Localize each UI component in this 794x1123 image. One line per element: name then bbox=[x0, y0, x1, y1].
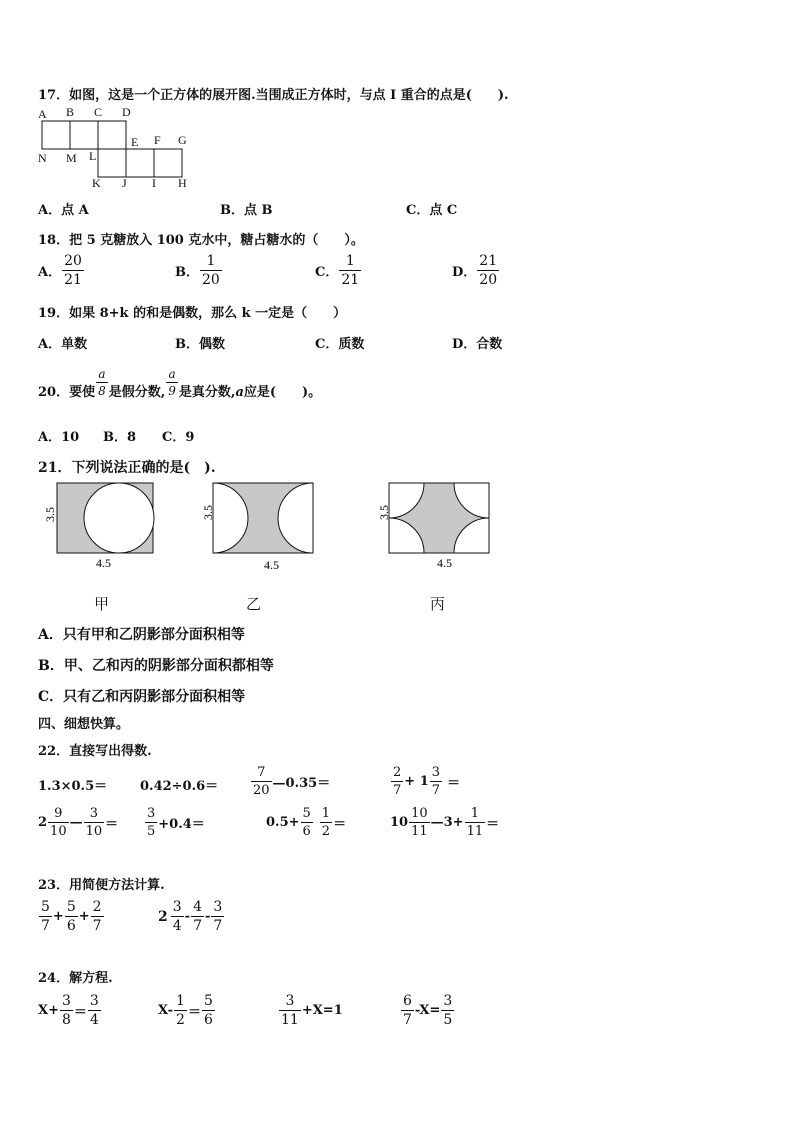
label-F: F bbox=[154, 133, 161, 147]
frac-num: 3 bbox=[89, 806, 98, 821]
width-label: 4.5 bbox=[96, 556, 111, 570]
frac-den: 4 bbox=[172, 918, 182, 934]
frac-num: 1 bbox=[345, 253, 355, 269]
frac-den: 11 bbox=[411, 824, 428, 839]
frac-num: 1 bbox=[321, 806, 331, 821]
frac-den: 11 bbox=[281, 1012, 299, 1028]
frac-num: 3 bbox=[147, 806, 156, 821]
frac-num: 2 bbox=[393, 765, 402, 780]
q17-text: 17．如图，这是一个正方体的展开图.当围成正方体时，与点 I 重合的点是( ). bbox=[38, 88, 509, 103]
figure-name-jia: 甲 bbox=[94, 595, 110, 613]
label-M: M bbox=[66, 151, 77, 165]
frac-num: a bbox=[168, 367, 176, 381]
mixed-whole: 10 bbox=[390, 815, 409, 830]
q23-text: 23．用简便方法计算. bbox=[38, 878, 165, 893]
expr-op: + bbox=[78, 909, 90, 924]
label-I: I bbox=[152, 176, 156, 190]
frac-den: 11 bbox=[466, 824, 484, 839]
frac-num: 5 bbox=[302, 806, 311, 821]
q20-text bbox=[38, 368, 321, 402]
label-B: B bbox=[66, 105, 75, 119]
frac-num: 1 bbox=[206, 253, 216, 269]
frac-num: 1 bbox=[470, 806, 479, 821]
option-prefix: A． bbox=[38, 265, 62, 280]
q19-option-d[interactable]: D．合数 bbox=[452, 337, 503, 352]
eq-sign: ＝ bbox=[73, 1005, 87, 1020]
option-prefix: B． bbox=[175, 265, 199, 280]
q24-equation-3 bbox=[278, 994, 343, 1027]
q19-text: 19．如果 8+k 的和是偶数，那么 k 一定是（ ） bbox=[38, 306, 347, 321]
q22-expr-3 bbox=[250, 766, 330, 797]
expr-op: + 1 bbox=[404, 774, 429, 789]
frac-den: 6 bbox=[66, 918, 76, 934]
q20-variable: a bbox=[235, 385, 244, 400]
expr-op: + bbox=[52, 909, 64, 924]
label-H: H bbox=[178, 176, 187, 190]
q20-tail-end: 应是( )。 bbox=[243, 385, 322, 400]
q20-option-a[interactable]: A．10 bbox=[38, 430, 80, 445]
frac-den: 7 bbox=[92, 918, 102, 934]
frac-num: 3 bbox=[172, 899, 182, 915]
label-C: C bbox=[94, 105, 103, 119]
figure-jia bbox=[38, 478, 158, 570]
frac-den: 4 bbox=[89, 1012, 99, 1028]
q20-tail: 是真分数, bbox=[178, 385, 236, 400]
label-N: N bbox=[38, 151, 47, 165]
frac-den: 21 bbox=[341, 272, 360, 288]
mixed-whole: 2 bbox=[38, 815, 48, 830]
frac-den: 7 bbox=[41, 918, 50, 934]
figure-name-bing: 丙 bbox=[430, 595, 446, 613]
frac-den: 20 bbox=[202, 272, 220, 288]
frac-den: 10 bbox=[85, 824, 103, 839]
frac-num: 3 bbox=[61, 993, 71, 1009]
mixed-whole: 2 bbox=[158, 908, 168, 925]
expr-tail: ＝ bbox=[105, 817, 119, 832]
q21-option-b[interactable]: B．甲、乙和丙的阴影部分面积都相等 bbox=[38, 658, 274, 674]
expr-op: — bbox=[69, 815, 83, 830]
frac-num: 3 bbox=[431, 765, 441, 780]
expr-op: - bbox=[184, 909, 191, 924]
q20-option-b[interactable]: B．8 bbox=[103, 430, 137, 445]
frac-num: 5 bbox=[41, 899, 50, 915]
q22-expr-7 bbox=[266, 807, 346, 838]
frac-num: 3 bbox=[89, 993, 99, 1009]
frac-den: 7 bbox=[393, 783, 402, 798]
expr-op: —3+ bbox=[430, 815, 464, 830]
frac-num: 5 bbox=[66, 899, 76, 915]
q20-lead: 20．要使 bbox=[38, 385, 96, 400]
q22-expr-6 bbox=[144, 807, 205, 838]
q21-text: 21．下列说法正确的是( ). bbox=[38, 460, 216, 476]
q18-option-c[interactable] bbox=[315, 254, 362, 287]
frac-den: 7 bbox=[403, 1012, 412, 1028]
label-D: D bbox=[122, 105, 131, 119]
frac-num: 3 bbox=[213, 899, 223, 915]
expr-tail: +0.4＝ bbox=[158, 817, 205, 832]
q23-expr-2 bbox=[158, 900, 225, 933]
q19-option-c[interactable]: C．质数 bbox=[315, 337, 365, 352]
q18-option-a[interactable] bbox=[38, 254, 85, 287]
label-E: E bbox=[131, 135, 139, 149]
eq-lead: X- bbox=[158, 1003, 174, 1018]
q24-equation-2 bbox=[158, 994, 216, 1027]
expr-tail: ＝ bbox=[447, 776, 461, 791]
expr-tail: —0.35＝ bbox=[272, 776, 331, 791]
eq-lead: X+ bbox=[38, 1003, 59, 1018]
q22-expr-5 bbox=[38, 807, 118, 838]
width-label: 4.5 bbox=[437, 556, 452, 570]
frac-den: 21 bbox=[64, 272, 82, 288]
q18-option-d[interactable] bbox=[452, 254, 500, 287]
frac-num: 3 bbox=[285, 993, 295, 1009]
figure-name-yi: 乙 bbox=[246, 595, 262, 613]
section-4-heading: 四、细想快算。 bbox=[38, 717, 130, 732]
frac-den: 5 bbox=[147, 824, 156, 839]
frac-den: 6 bbox=[302, 824, 311, 839]
frac-num: a bbox=[98, 367, 106, 381]
q21-option-a[interactable]: A．只有甲和乙阴影部分面积相等 bbox=[38, 627, 245, 643]
height-label: 3.5 bbox=[43, 507, 57, 522]
q22-expr-1: 1.3×0.5＝ bbox=[38, 779, 108, 794]
frac-num: 20 bbox=[64, 253, 82, 269]
width-label: 4.5 bbox=[264, 558, 279, 572]
label-J: J bbox=[122, 176, 127, 190]
frac-num: 7 bbox=[257, 765, 266, 780]
q24-text: 24．解方程. bbox=[38, 971, 113, 986]
frac-den: 5 bbox=[443, 1012, 453, 1028]
frac-den: 8 bbox=[61, 1012, 71, 1028]
frac-den: 8 bbox=[98, 384, 106, 398]
label-L: L bbox=[89, 149, 97, 163]
q18-text: 18．把 5 克糖放入 100 克水中，糖占糖水的（ ）。 bbox=[38, 233, 364, 248]
frac-den: 20 bbox=[253, 783, 270, 798]
q22-expr-4 bbox=[390, 766, 460, 797]
q20-mid: 是假分数, bbox=[108, 385, 166, 400]
eq-tail: +X=1 bbox=[301, 1003, 343, 1018]
q23-expr-1 bbox=[38, 900, 105, 933]
eq-mid: -X= bbox=[414, 1003, 441, 1018]
expr-tail: ＝ bbox=[333, 817, 347, 832]
option-prefix: C． bbox=[315, 265, 339, 280]
frac-den: 10 bbox=[50, 824, 67, 839]
q19-option-a[interactable]: A．单数 bbox=[38, 337, 88, 352]
frac-den: 2 bbox=[321, 824, 331, 839]
frac-num: 6 bbox=[403, 993, 412, 1009]
q21-option-c[interactable]: C．只有乙和丙阴影部分面积相等 bbox=[38, 689, 246, 705]
frac-num: 1 bbox=[176, 993, 185, 1009]
height-label: 3.5 bbox=[201, 505, 215, 520]
q17-option-c[interactable]: C．点 C bbox=[406, 203, 458, 218]
frac-num: 2 bbox=[92, 899, 102, 915]
eq-sign: ＝ bbox=[187, 1005, 201, 1020]
q18-option-b[interactable] bbox=[175, 254, 223, 287]
figure-bing bbox=[372, 478, 502, 574]
frac-den: 7 bbox=[213, 918, 223, 934]
expr-op: - bbox=[205, 909, 211, 924]
option-prefix: D． bbox=[452, 265, 477, 280]
q22-text: 22．直接写出得数. bbox=[38, 744, 152, 759]
label-A: A bbox=[38, 107, 47, 121]
q20-option-c[interactable]: C．9 bbox=[162, 430, 195, 445]
label-K: K bbox=[92, 176, 101, 190]
frac-num: 9 bbox=[54, 806, 63, 821]
frac-den: 6 bbox=[203, 1012, 213, 1028]
frac-den: 20 bbox=[479, 272, 498, 288]
frac-num: 4 bbox=[193, 899, 202, 915]
expr-tail: ＝ bbox=[486, 817, 500, 832]
frac-den: 7 bbox=[431, 783, 441, 798]
frac-num: 21 bbox=[479, 253, 498, 269]
q22-expr-2: 0.42÷0.6＝ bbox=[140, 779, 219, 794]
frac-num: 5 bbox=[203, 993, 213, 1009]
frac-den: 9 bbox=[168, 384, 176, 398]
label-G: G bbox=[178, 133, 187, 147]
q24-equation-1 bbox=[38, 994, 102, 1027]
frac-den: 2 bbox=[176, 1012, 185, 1028]
q24-equation-4 bbox=[400, 994, 455, 1027]
frac-den: 7 bbox=[193, 918, 202, 934]
q17-option-a[interactable]: A．点 A bbox=[38, 203, 89, 218]
q17-option-b[interactable]: B．点 B bbox=[220, 203, 273, 218]
q19-option-b[interactable]: B．偶数 bbox=[175, 337, 225, 352]
height-label: 3.5 bbox=[377, 505, 391, 520]
figure-yi bbox=[196, 478, 326, 574]
frac-num: 10 bbox=[411, 806, 428, 821]
frac-num: 3 bbox=[443, 993, 453, 1009]
expr-lead: 0.5+ bbox=[266, 815, 300, 830]
q22-expr-8 bbox=[390, 807, 499, 838]
cube-net-figure bbox=[36, 104, 196, 192]
